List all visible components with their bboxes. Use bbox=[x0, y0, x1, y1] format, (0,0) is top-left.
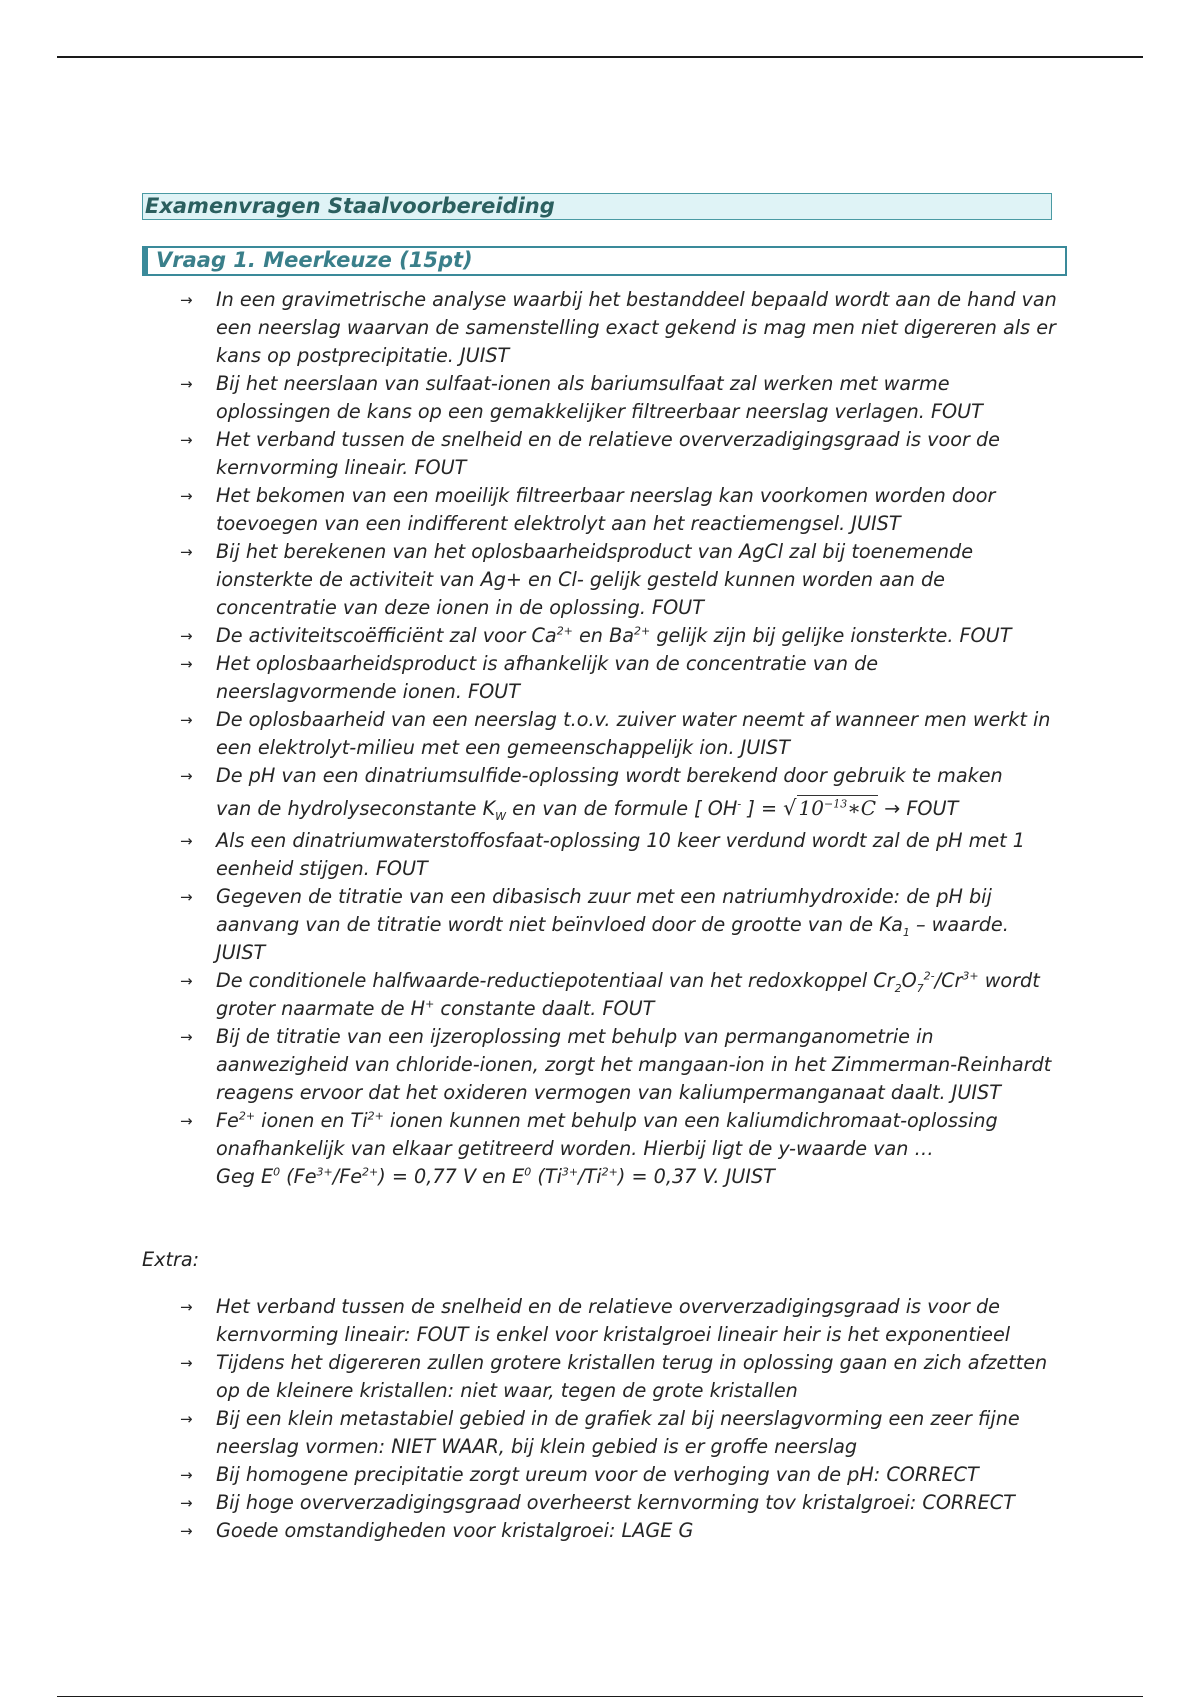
arrow-icon: → bbox=[180, 1494, 193, 1512]
list-item: → De activiteitscoëfficiënt zal voor $Ca^{2+}$ en $Ba^{2+}$ gelijk zijn bij gelijke ionsterkte. FOUT bbox=[180, 622, 1060, 650]
list-item: → De pH van een dinatriumsulfide-oplossing wordt berekend door gebruik te maken van de hydrolyseconstante $K_W$ en van de formule [ OH- ] = √ $10^{-13}∗C$ → FOUT bbox=[180, 764, 1003, 823]
arrow-icon: → bbox=[180, 1522, 193, 1540]
arrow-icon: → bbox=[180, 627, 193, 645]
list-item: → Gegeven de titratie van een dibasisch zuur met een natriumhydroxide: de pH bij aanvang van de titratie wordt niet beïnvloed door de grootte van de $Ka_1$ – waarde. JUIST bbox=[180, 885, 1009, 964]
arrow-icon: → bbox=[180, 487, 193, 505]
list-item: → Tijdens het digereren zullen grotere kristallen terug in oplossing gaan en zich afzetten op de kleinere kristallen: niet waar, tegen de grote kristallen bbox=[180, 1351, 1048, 1402]
arrow-icon: → bbox=[180, 972, 193, 990]
list-item: → Het oplosbaarheidsproduct is afhankelijk van de concentratie van de neerslagvormende ionen. FOUT bbox=[180, 652, 879, 703]
ph-formula-line: van de hydrolyseconstante $K_W$ en van de formule [ OH- ] = √ $10^{-13}∗C$ → FOUT bbox=[216, 796, 959, 823]
list-item: → Bij het berekenen van het oplosbaarheidsproduct van AgCl zal bij toenemende ionsterkte de activiteit van Ag+ en Cl- gelijk gesteld kunnen worden aan de concentratie van deze ionen in de oplossing. FOUT bbox=[180, 540, 974, 619]
list-item: → Het bekomen van een moeilijk filtreerbaar neerslag kan voorkomen worden door toevoegen van een indifferent elektrolyt aan het reactiemengsel. JUIST bbox=[180, 484, 996, 535]
list-item: → Het verband tussen de snelheid en de relatieve oververzadigingsgraad is voor de kernvorming lineair. FOUT bbox=[180, 428, 1000, 479]
list-item: → De oplosbaarheid van een neerslag t.o.v. zuiver water neemt af wanneer men werkt in een elektrolyt-milieu met een gemeenschappelijk ion. JUIST bbox=[180, 708, 1051, 759]
list-item: → Bij hoge oververzadigingsgraad overheerst kernvorming tov kristalgroei: CORRECT bbox=[180, 1489, 1060, 1517]
square-root-icon: √ bbox=[783, 796, 797, 820]
arrow-icon: → bbox=[180, 655, 193, 673]
question-list bbox=[180, 286, 1060, 1191]
radicand: $10^{-13}∗C$ bbox=[798, 796, 877, 820]
extra-label: Extra: bbox=[142, 1248, 200, 1271]
arrow-icon: → bbox=[180, 1410, 193, 1428]
list-item: → Als een dinatriumwaterstoffosfaat-oplossing 10 keer verdund wordt zal de pH met 1 eenheid stijgen. FOUT bbox=[180, 829, 1025, 880]
list-item: → In een gravimetrische analyse waarbij het bestanddeel bepaald wordt aan de hand van een neerslag waarvan de samenstelling exact gekend is mag men niet digereren als er kans op postprecipitatie. JUIST bbox=[180, 288, 1057, 367]
section-heading: Vraag 1. Meerkeuze (15pt) bbox=[142, 246, 1067, 276]
arrow-icon: → bbox=[180, 375, 193, 393]
arrow-icon: → bbox=[180, 1298, 193, 1316]
arrow-icon: → bbox=[180, 1466, 193, 1484]
arrow-icon: → bbox=[180, 767, 193, 785]
extra-list bbox=[180, 1293, 1060, 1545]
list-item: → Bij een klein metastabiel gebied in de grafiek zal bij neerslagvorming een zeer fijne neerslag vormen: NIET WAAR, bij klein gebied is er groffe neerslag bbox=[180, 1407, 1020, 1458]
list-item: → Bij homogene precipitatie zorgt ureum voor de verhoging van de pH: CORRECT bbox=[180, 1461, 1060, 1489]
arrow-icon: → bbox=[180, 1112, 193, 1130]
arrow-icon: → bbox=[180, 1028, 193, 1046]
arrow-icon: → bbox=[180, 711, 193, 729]
hydroxide-term: [ OH- ] = bbox=[694, 797, 784, 820]
arrow-icon: → bbox=[180, 888, 193, 906]
document-title: Examenvragen Staalvoorbereiding bbox=[142, 193, 1052, 220]
footer-rule bbox=[57, 1696, 1143, 1697]
header-rule bbox=[57, 56, 1143, 58]
list-item: → Bij de titratie van een ijzeroplossing met behulp van permanganometrie in aanwezigheid van chloride-ionen, zorgt het mangaan-ion in het Zimmerman-Reinhardt reagens ervoor dat het oxideren vermogen van kaliumpermanganaat daalt. JUIST bbox=[180, 1025, 1052, 1104]
arrow-icon: → bbox=[180, 431, 193, 449]
list-item: → Goede omstandigheden voor kristalgroei: LAGE G bbox=[180, 1517, 1060, 1545]
arrow-icon: → bbox=[180, 543, 193, 561]
list-item: → Bij het neerslaan van sulfaat-ionen als bariumsulfaat zal werken met warme oplossingen de kans op een gemakkelijker filtreerbaar neerslag verlagen. FOUT bbox=[180, 372, 983, 423]
arrow-icon: → bbox=[180, 1354, 193, 1372]
list-item: → De conditionele halfwaarde-reductiepotentiaal van het redoxkoppel $Cr_2O_7^{2-}/Cr^{3+}$ wordt groter naarmate de H+ constante daalt. FOUT bbox=[180, 969, 1040, 1020]
list-item: → Het verband tussen de snelheid en de relatieve oververzadigingsgraad is voor de kernvorming lineair: FOUT is enkel voor kristalgroei lineair heir is het exponentieel bbox=[180, 1295, 1011, 1346]
arrow-icon: → bbox=[180, 291, 193, 309]
arrow-icon: → bbox=[180, 832, 193, 850]
list-item: → $Fe^{2+}$ ionen en $Ti^{2+}$ ionen kunnen met behulp van een kaliumdichromaat-oplossing onafhankelijk van elkaar getitreerd worden. Hierbij ligt de y-waarde van … Geg $E^0$ $(Fe^{3+}/Fe^{2+}) = 0,77$ V en $E^0$ $(Ti^{3+}/Ti^{2+}) = 0,37$ V. JUIST bbox=[180, 1109, 998, 1188]
